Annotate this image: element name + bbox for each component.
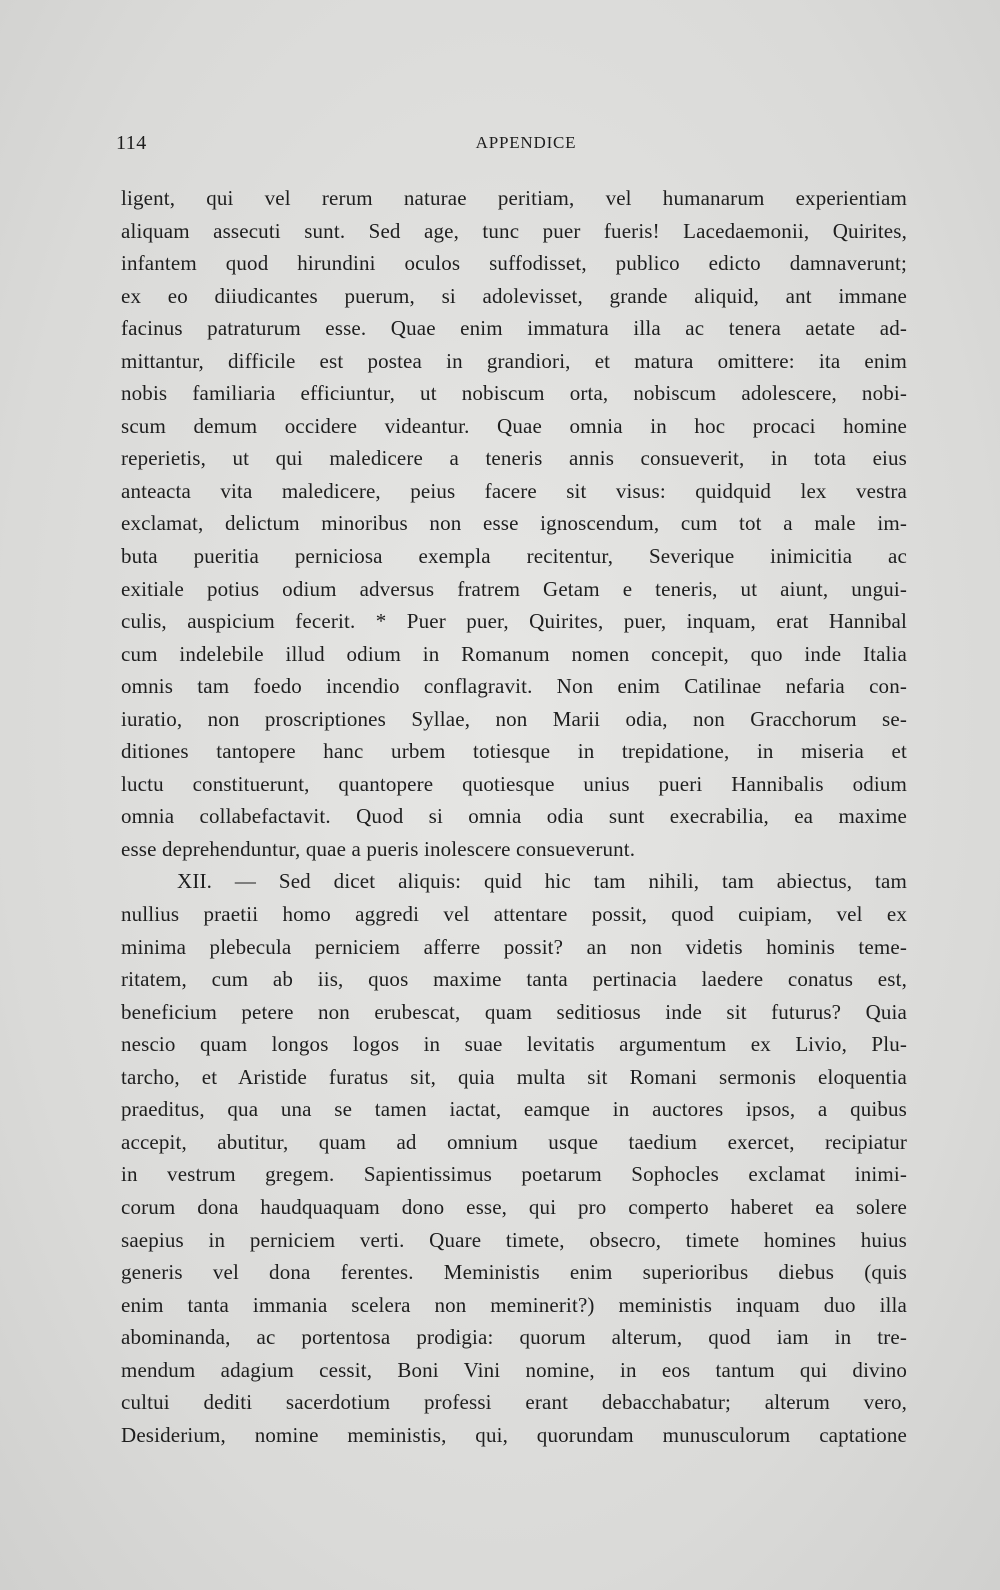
text-line: ligent, qui vel rerum naturae peritiam, vel humanarum experientiam xyxy=(121,186,907,210)
text-line: exitiale potius odium adversus fratrem Getam e teneris, ut aiunt, ungui- xyxy=(121,576,907,601)
text-line: ditiones tantopere hanc urbem totiesque in trepidatione, in miseria et xyxy=(121,739,907,764)
text-line: iuratio, non proscriptiones Syllae, non Marii odia, non Gracchorum se- xyxy=(121,706,907,731)
text-line: scum demum occidere videantur. Quae omnia in hoc procaci homine xyxy=(121,413,907,438)
text-line: buta pueritia perniciosa exempla recitentur, Severique inimicitia ac xyxy=(121,544,907,569)
text-line: exclamat, delictum minoribus non esse ignoscendum, cum tot a male im- xyxy=(121,511,907,536)
text-line: cum indelebile illud odium in Romanum nomen concepit, quo inde Italia xyxy=(121,641,907,666)
text-line: luctu constituerunt, quantopere quotiesque unius pueri Hannibalis odium xyxy=(121,771,907,796)
text-line: reperietis, ut qui maledicere a teneris annis consueverit, in tota eius xyxy=(121,446,907,471)
text-line: in vestrum gregem. Sapientissimus poetarum Sophocles exclamat inimi- xyxy=(121,1162,907,1187)
text-line: omnis tam foedo incendio conflagravit. Non enim Catilinae nefaria con- xyxy=(121,674,907,699)
running-title: APPENDICE xyxy=(475,133,577,152)
text-line: Desiderium, nomine meministis, qui, quorundam munusculorum captatione xyxy=(121,1422,907,1447)
text-line: mittantur, difficile est postea in grandiori, et matura omittere: ita enim xyxy=(121,348,907,373)
text-line: beneficium petere non erubescat, quam seditiosus inde sit futurus? Quia xyxy=(121,999,907,1024)
text-line: facinus patraturum esse. Quae enim immatura illa ac tenera aetate ad- xyxy=(121,316,907,341)
text-line: praeditus, qua una se tamen iactat, eamque in auctores ipsos, a quibus xyxy=(121,1097,907,1122)
text-line: generis vel dona ferentes. Meministis enim superioribus diebus (quis xyxy=(121,1260,907,1285)
text-line: accepit, abutitur, quam ad omnium usque taedium exercet, recipiatur xyxy=(121,1129,907,1154)
running-head xyxy=(116,132,906,158)
text-line: abominanda, ac portentosa prodigia: quorum alterum, quod iam in tre- xyxy=(121,1325,907,1350)
text-line: ex eo diiudicantes puerum, si adolevisset, grande aliquid, ant immane xyxy=(121,283,907,308)
text-line: enim tanta immania scelera non meminerit?) meministis inquam duo illa xyxy=(121,1292,907,1317)
text-line: aliquam assecuti sunt. Sed age, tunc puer fueris! Lacedaemonii, Quirites, xyxy=(121,218,907,243)
text-line: cultui dediti sacerdotium professi erant debacchabatur; alterum vero, xyxy=(121,1390,907,1415)
text-line: tarcho, et Aristide furatus sit, quia multa sit Romani sermonis eloquentia xyxy=(121,1064,907,1089)
text-line: saepius in perniciem verti. Quare timete, obsecro, timete homines huius xyxy=(121,1227,907,1252)
section-start-line: XII. — Sed dicet aliquis: quid hic tam nihili, tam abiectus, tam xyxy=(177,869,907,894)
text-line: infantem quod hirundini oculos suffodisset, publico edicto damnaverunt; xyxy=(121,251,907,276)
text-line: ritatem, cum ab iis, quos maxime tanta pertinacia laedere conatus est, xyxy=(121,967,907,992)
text-line: culis, auspicium fecerit. * Puer puer, Quirites, puer, inquam, erat Hannibal xyxy=(121,609,907,634)
page-number: 114 xyxy=(116,132,147,154)
text-line: mendum adagium cessit, Boni Vini nomine, in eos tantum qui divino xyxy=(121,1357,907,1382)
text-line: corum dona haudquaquam dono esse, qui pro comperto haberet ea solere xyxy=(121,1194,907,1219)
paragraph-end-line: esse deprehenduntur, quae a pueris inolescere consueverunt. xyxy=(121,836,636,861)
text-line: nobis familiaria efficiuntur, ut nobiscum orta, nobiscum adolescere, nobi- xyxy=(121,381,907,406)
body-text xyxy=(121,182,907,1451)
text-line: omnia collabefactavit. Quod si omnia odia sunt execrabilia, ea maxime xyxy=(121,804,907,829)
text-line: nullius praetii homo aggredi vel attentare possit, quod cuipiam, vel ex xyxy=(121,902,907,927)
text-line: anteacta vita maledicere, peius facere sit visus: quidquid lex vestra xyxy=(121,478,907,503)
text-line: minima plebecula perniciem afferre possit? an non videtis hominis teme- xyxy=(121,934,907,959)
text-line: nescio quam longos logos in suae levitatis argumentum ex Livio, Plu- xyxy=(121,1032,907,1057)
